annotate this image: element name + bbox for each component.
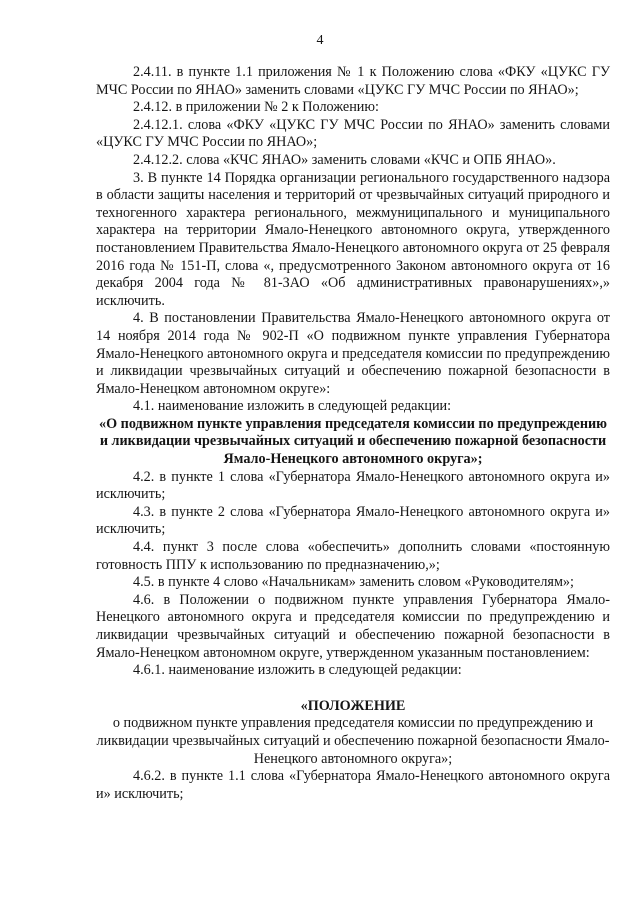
paragraph-4-1: 4.1. наименование изложить в следующей редакции: [133, 398, 452, 415]
paragraph-4-6-2: 4.6.2. в пункте 1.1 слова «Губернатора Ямало-Ненецкого автономного округа и» исключить; [96, 768, 610, 802]
paragraph-2-4-12-1: 2.4.12.1. слова «ФКУ «ЦУКС ГУ МЧС России по ЯНАО» заменить словами «ЦУКС ГУ МЧС России по ЯНАО»; [96, 116, 610, 151]
paragraph-4-4: 4.4. пункт 3 после слова «обеспечить» дополнить словами «постоянную готовность ППУ к использованию по предназначению,»; [96, 539, 610, 573]
paragraph-3: 3. В пункте 14 Порядка организации регионального государственного надзора в области защиты населения и территорий от чрезвычайных ситуаций природного и техногенного характера регионального, межмуниципального и муниципального характера на территории Ямало-Ненецкого автономного округа, утвержденного постановлением Правительства Ямало-Ненецкого автономного округа от 25 февраля 2016 года № 151-П, слова «, предусмотренного Законом автономного округа от 16 декабря 2004 года № 81-ЗАО «Об административных правонарушениях»,» исключить. [96, 169, 610, 309]
paragraph-4-3: 4.3. в пункте 2 слова «Губернатора Ямало-Ненецкого автономного округа и» исключить; [96, 503, 610, 538]
paragraph-2-4-12-2: 2.4.12.2. слова «КЧС ЯНАО» заменить словами «КЧС и ОПБ ЯНАО». [133, 151, 556, 168]
paragraph-4-2: 4.2. в пункте 1 слова «Губернатора Ямало-Ненецкого автономного округа и» исключить; [96, 468, 610, 503]
paragraph-4-6-1: 4.6.1. наименование изложить в следующей редакции: [133, 662, 462, 679]
paragraph-4-5: 4.5. в пункте 4 слово «Начальникам» заменить словом «Руководителям»; [133, 574, 574, 591]
new-title-4-1: «О подвижном пункте управления председателя комиссии по предупреждению и ликвидации чрезвычайных ситуаций и обеспечению пожарной безопасности Ямало-Ненецкого автономного округа»; [98, 415, 608, 468]
paragraph-4: 4. В постановлении Правительства Ямало-Ненецкого автономного округа от 14 ноября 2014 года № 902-П «О подвижном пункте управления Губернатора Ямало-Ненецкого автономного округа и председателя комиссии по предупреждению и ликвидации чрезвычайных ситуаций и обеспечению пожарной безопасности в Ямало-Ненецком автономном округе»: [96, 310, 610, 397]
subheading-polozhenie: о подвижном пункте управления председателя комиссии по предупреждению и ликвидации чрезвычайных ситуаций и обеспечению пожарной безопасности Ямало-Ненецкого автономного округа»; [96, 715, 610, 767]
spacer [96, 680, 610, 698]
paragraph-2-4-11: 2.4.11. в пункте 1.1 приложения № 1 к Положению слова «ФКУ «ЦУКС ГУ МЧС России по ЯНАО» заменить словами «ЦУКС ГУ МЧС России по ЯНАО»; [96, 64, 610, 98]
document-body [96, 64, 610, 803]
paragraph-4-6: 4.6. в Положении о подвижном пункте управления Губернатора Ямало-Ненецкого автономного округа и председателя комиссии по предупреждению и ликвидации чрезвычайных ситуаций и обеспечению пожарной безопасности в Ямало-Ненецком автономном округе, утвержденном указанным постановлением: [96, 591, 610, 661]
paragraph-2-4-12: 2.4.12. в приложении № 2 к Положению: [133, 99, 379, 116]
heading-polozhenie: «ПОЛОЖЕНИЕ [300, 697, 406, 714]
page-number: 4 [316, 33, 324, 48]
